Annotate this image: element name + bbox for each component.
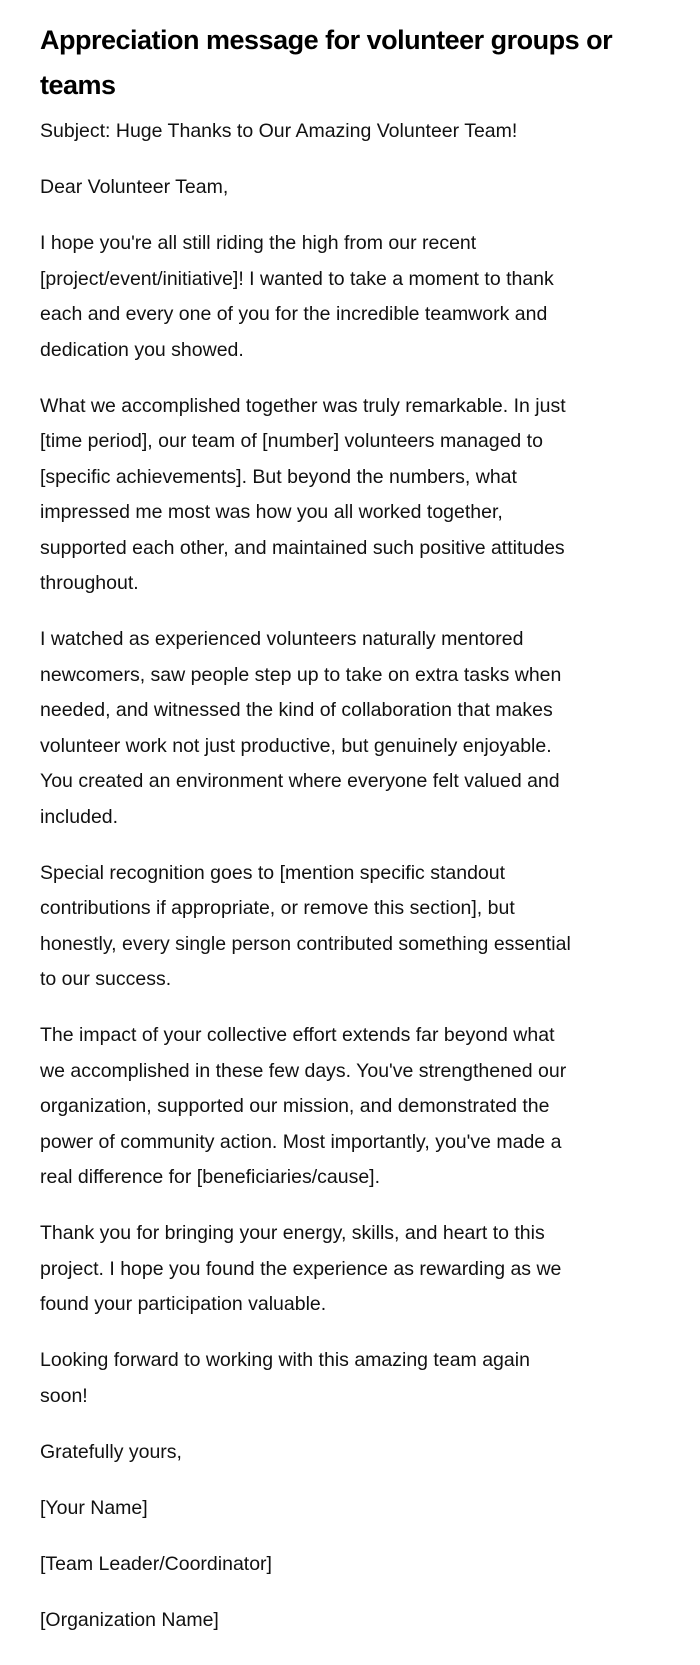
text-line: [time period], our team of [number] volunteers managed to [40,430,543,452]
text-line: found your participation valuable. [40,1293,327,1315]
text-line: [Team Leader/Coordinator] [40,1552,272,1575]
message-body [40,114,680,1638]
text-line: soon! [40,1384,88,1407]
text-line: newcomers, saw people step up to take on extra tasks when [40,663,562,686]
title-line: Appreciation message for volunteer groups or [40,25,613,55]
text-line: [Your Name] [40,1496,148,1519]
text-line: supported each other, and maintained such positive attitudes [40,536,565,559]
paragraph [40,1603,680,1639]
paragraph [40,114,680,150]
text-line: project. I hope you found the experience as rewarding as we [40,1257,562,1280]
text-line: Gratefully yours, [40,1440,182,1463]
paragraph [40,1216,680,1323]
document [40,18,680,1659]
paragraph [40,170,680,206]
text-line: Special recognition goes to [mention specific standout [40,861,506,884]
text-line: needed, and witnessed the kind of collaboration that makes [40,699,553,721]
text-line: contributions if appropriate, or remove this section], but [40,897,515,919]
text-line: real difference for [beneficiaries/cause]. [40,1166,380,1188]
paragraph [40,1491,680,1527]
text-line: Dear Volunteer Team, [40,176,229,198]
text-line: volunteer work not just productive, but genuinely enjoyable. [40,734,552,757]
paragraph [40,856,680,998]
text-line: The impact of your collective effort extends far beyond what [40,1024,555,1046]
paragraph [40,389,680,602]
text-line: we accomplished in these few days. You've strengthened our [40,1059,567,1082]
page-title [40,18,680,108]
paragraph [40,1018,680,1196]
text-line: I watched as experienced volunteers naturally mentored [40,628,524,650]
text-line: impressed me most was how you all worked together, [40,501,503,523]
text-line: honestly, every single person contributed something essential [40,932,571,955]
text-line: Looking forward to working with this amazing team again [40,1349,530,1371]
text-line: You created an environment where everyone felt valued and [40,770,560,792]
text-line: [project/event/initiative]! I wanted to take a moment to thank [40,267,554,290]
text-line: power of community action. Most importantly, you've made a [40,1130,562,1153]
text-line: Subject: Huge Thanks to Our Amazing Volunteer Team! [40,120,518,142]
title-line: teams [40,70,116,100]
text-line: dedication you showed. [40,338,244,361]
text-line: What we accomplished together was truly remarkable. In just [40,394,566,417]
text-line: throughout. [40,572,139,594]
text-line: to our success. [40,968,172,990]
text-line: included. [40,805,119,828]
text-line: Thank you for bringing your energy, skills, and heart to this [40,1222,545,1244]
text-line: each and every one of you for the incredible teamwork and [40,303,548,325]
text-line: [Organization Name] [40,1608,219,1631]
paragraph [40,1547,680,1583]
paragraph [40,226,680,368]
paragraph [40,1435,680,1471]
text-line: [specific achievements]. But beyond the numbers, what [40,465,517,488]
paragraph [40,1343,680,1414]
text-line: organization, supported our mission, and demonstrated the [40,1095,550,1117]
paragraph [40,622,680,835]
text-line: I hope you're all still riding the high from our recent [40,232,477,254]
